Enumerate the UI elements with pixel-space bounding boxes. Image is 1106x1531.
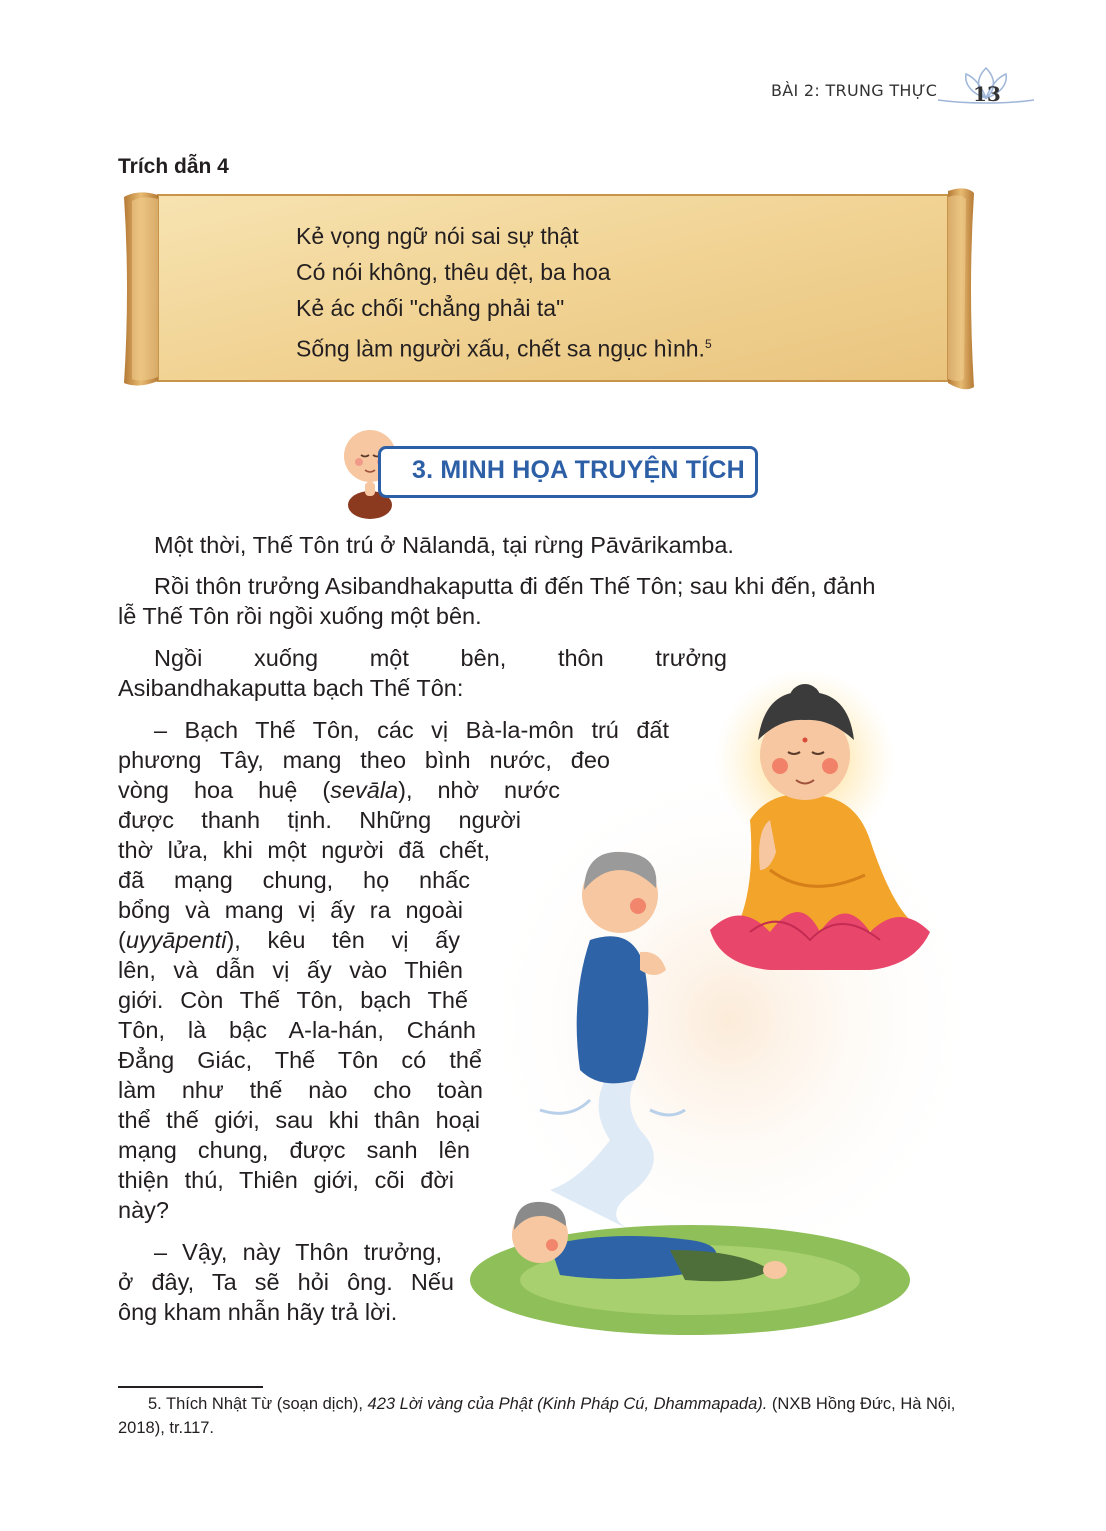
verse-line: Có nói không, thêu dệt, ba hoa [296,259,611,285]
dialog-line: lên, và dẫn vị ấy vào Thiên [118,957,463,983]
dialog-line: giới. Còn Thế Tôn, bạch Thế [118,987,468,1013]
dialog-line: bổng và mang vị ấy ra ngoài [118,897,463,923]
dialog-line: thể thế giới, sau khi thân hoại [118,1107,480,1133]
dialog-line: thờ lửa, khi một người đã chết, [118,837,490,863]
story-paragraph: Rồi thôn trưởng Asibandhakaputta đi đến Thế Tôn; sau khi đến, đảnh [154,573,876,599]
verse-line: Kẻ ác chối "chẳng phải ta" [296,295,565,321]
dialog-line: Tôn, là bậc A-la-hán, Chánh [118,1017,476,1043]
quote-title: Trích dẫn 4 [118,155,229,178]
dialog-line: – Bạch Thế Tôn, các vị Bà-la-môn trú đất [154,717,669,743]
footnote-book-title: 423 Lời vàng của Phật (Kinh Pháp Cú, Dhammapada). [367,1395,768,1413]
footnote-ref: 5 [704,337,712,351]
dialog-line: – Vậy, này Thôn trưởng, [154,1239,442,1265]
dialog-line: mạng chung, được sanh lên [118,1137,470,1163]
dialog-line: Đẳng Giác, Thế Tôn có thể [118,1047,482,1073]
lesson-title: BÀI 2: TRUNG THỰC [771,81,938,100]
dialog-line: làm như thế nào cho toàn [118,1077,483,1103]
dialog-line: đã mạng chung, họ nhấc [118,867,470,893]
page-number: 13 [973,82,1001,106]
verse-line: Sống làm người xấu, chết sa ngục hình.$^5$ [296,335,712,362]
dialog-line: thiện thú, Thiên giới, cõi đời [118,1167,454,1193]
story-paragraph: Ngồi xuống một bên, thôn trưởng [154,645,727,671]
dialog-line: phương Tây, mang theo bình nước, đeo [118,747,610,773]
verse-line: Kẻ vọng ngữ nói sai sự thật [296,223,579,249]
quote-verse [296,218,712,367]
story-illustration [470,670,990,1350]
story-paragraph: lễ Thế Tôn rồi ngồi xuống một bên. [118,603,482,629]
story-paragraph: Asibandhakaputta bạch Thế Tôn: [118,675,464,701]
footnote-divider [118,1386,263,1388]
section-title: 3. MINH HỌA TRUYỆN TÍCH [412,456,745,484]
dialog-line: ông kham nhẫn hãy trả lời. [118,1299,398,1325]
dialog-line: ở đây, Ta sẽ hỏi ông. Nếu [118,1269,454,1295]
dialog-line: này? [118,1197,169,1223]
dialog-line: vòng hoa huệ (sevāla), nhờ nước [118,777,560,803]
dialog-line: được thanh tịnh. Những người [118,807,521,833]
dialog-line: (uyyāpenti), kêu tên vị ấy [118,927,460,953]
footnote: 5. Thích Nhật Từ (soạn dịch), 423 Lời vàng của Phật (Kinh Pháp Cú, Dhammapada). (NXB Hồng Đức, Hà Nội, 2018), tr.117. [118,1395,956,1437]
story-paragraph: Một thời, Thế Tôn trú ở Nālandā, tại rừng Pāvārikamba. [154,532,734,558]
